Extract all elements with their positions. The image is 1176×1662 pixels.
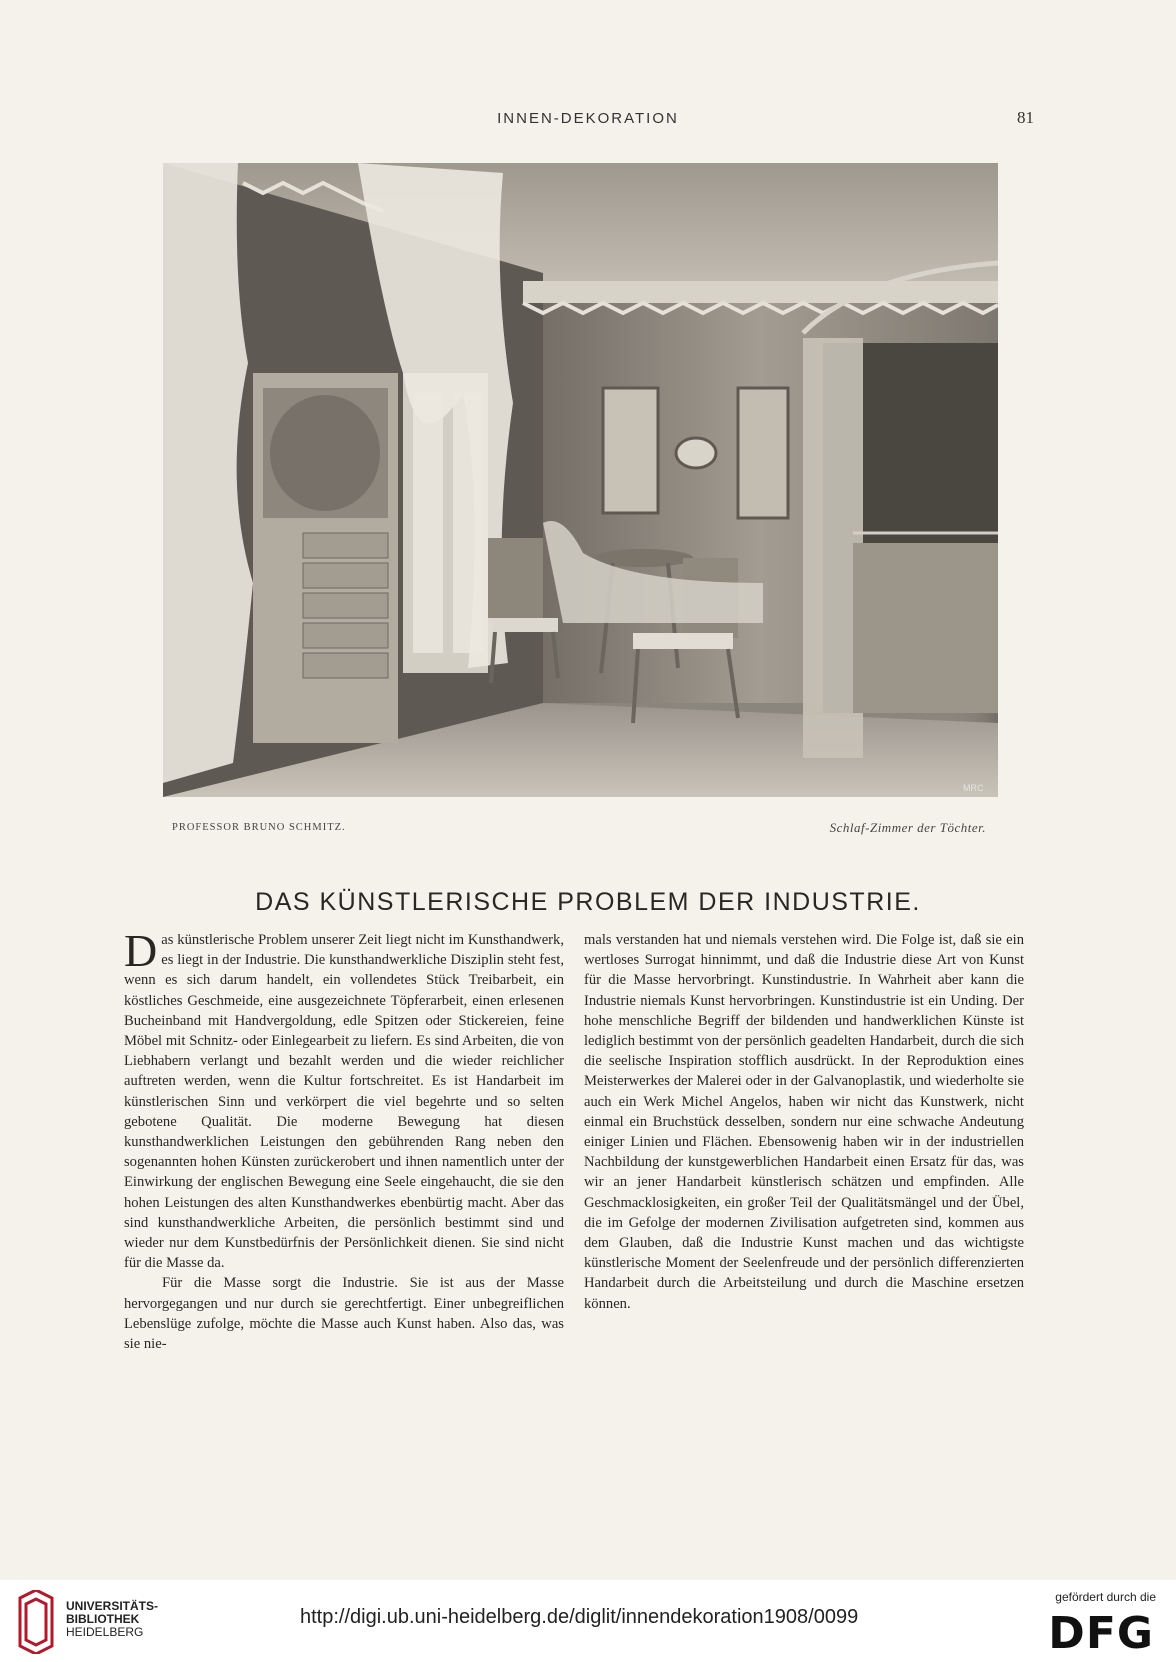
photo-credit: PROFESSOR BRUNO SCHMITZ. [172,822,346,833]
paragraph-2: Für die Masse sorgt die Industrie. Sie ist aus der Masse hervorgegangen und nur durch sie gerechtfertigt. Einer unbegreiflichen Lebenslüge zufolge, möchte die Masse auch Kunst haben. Also das, was sie nie- [124,1275,564,1353]
drop-cap: D [124,925,158,976]
funding-label: gefördert durch die [1055,1590,1156,1604]
paragraph-1-text: as künstlerische Problem unserer Zeit liegt nicht im Kunsthandwerk, es liegt in der Industrie. Die kunsthandwerkliche Disziplin steht fest, wenn es sich darum handelt, ein vollendetes Stück Treibarbeit, ein köstliches Geschmeide, eine ausgezeichnete Töpferarbeit, einen erlesenen Bucheinband mit Handvergoldung, edle Spitzen oder Stickereien, feine Möbel mit Schnitz- oder Einlegearbeit zu liefern. Es sind Arbeiten, die von Liebhabern verlangt und bezahlt werden und die wieder reichlicher auftreten werden, wenn die Kultur fortschreitet. Es ist Handarbeit im künstlerischen Sinn und verkörpert die viel begehrte und so selten gebotene Qualität. Die moderne Bewegung hat diesen kunsthandwerklichen Leistungen den gebührenden Rang neben den sogenannten hohen Künsten zurückerobert und ihnen namentlich unter der Einwirkung der englischen Bewegung eine Seele eingehaucht, die sie den hohen Leistungen des alten Kunsthandwerkes ebenbürtig macht. Aber das sind kunsthandwerkliche Arbeiten, die persönlich bestimmt sind und wieder nur dem Kunstbedürfnis der Persönlichkeit dienen. Sie sind nicht für die Masse da. [124,932,564,1272]
footer-bar [0,1580,1176,1662]
photo-caption: Schlaf-Zimmer der Töchter. [829,820,986,835]
plate-monogram: MRC [963,783,984,793]
text-column-right [584,930,1024,1314]
paragraph-1 [124,925,564,1273]
bedroom-photograph [163,163,998,797]
permalink-url[interactable]: http://digi.ub.uni-heidelberg.de/diglit/innendekoration1908/0099 [300,1606,859,1628]
university-library-logo-icon [12,1590,60,1654]
paragraph-3: mals verstanden hat und niemals verstehen wird. Die Folge ist, daß sie ein wertloses Surrogat hinnimmt, und daß die Industrie diese Art von Kunst für die Masse hervorbringt. Kunstindustrie. In Wahrheit aber kann die Industrie niemals Kunst hervorbringen. Kunstindustrie ist ein Unding. Der hohe menschliche Begriff der bildenden und handwerklichen Künste ist lediglich bestimmt von der persönlich geadelten Handarbeit, durch die sich die seelische Inspiration stofflich ausdrückt. In der Reproduktion eines Meisterwerkes der Malerei oder in der Galvanoplastik, und wiederholte sie auch ein Werk Michel Angelos, haben wir nicht das Kunstwerk, nicht einmal ein Bruchstück desselben, sondern nur eine schwache Andeutung einiger Linien und Flächen. Ebensowenig haben wir in der industriellen Nachbildung der kunstgewerblichen Handarbeit einen Ersatz für das, was wir an jener Handarbeit künstlerisch schätzen und empfinden. Alle Geschmacklosigkeiten, ein großer Teil der Qualitätsmängel und der Übel, die im Gefolge der modernen Zivilisation aufgetreten sind, kommen aus dem Glauben, daß die Industrie Kunst machen und das wichtigste künstlerische Moment der Seelenfreude und der persönlich differenzierten Handarbeit durch die Arbeitsteilung und durch die Maschine ersetzen können. [584,932,1024,1312]
page-number: 81 [1017,108,1034,127]
library-name-line-3: HEIDELBERG [66,1625,144,1639]
library-name-line-1: UNIVERSITÄTS- [66,1599,159,1613]
photo-plate [163,163,998,797]
library-name-line-2: BIBLIOTHEK [66,1612,140,1626]
library-name [66,1600,158,1639]
article-title: DAS KÜNSTLERISCHE PROBLEM DER INDUSTRIE. [255,888,921,916]
dfg-logo: DFG [1048,1608,1154,1659]
running-head: INNEN-DEKORATION [497,110,679,127]
text-column-left [124,925,564,1354]
